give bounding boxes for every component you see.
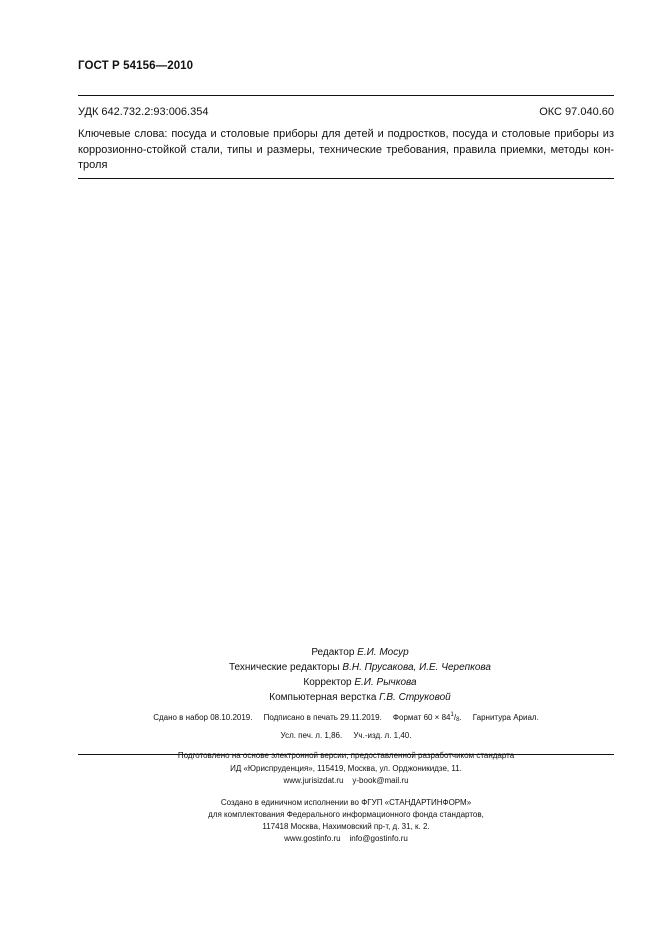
publisher-block <box>78 763 614 787</box>
typeface: Гарнитура Ариал. <box>472 713 539 722</box>
tech-editors-names: В.Н. Прусакова, И.Е. Черепкова <box>342 662 491 673</box>
keywords-paragraph <box>78 127 614 174</box>
publisher-address: ИД «Юриспруденция», 115419, Москва, ул. Орджоникидзе, 11. <box>230 764 462 773</box>
paper-format: Формат $60 \times 84^1/8$. <box>392 712 462 723</box>
tech-editors-line <box>160 660 560 675</box>
producer-line-3: 117418 Москва, Нахимовский пр-т, д. 31, к. 2. <box>262 822 430 831</box>
editor-line <box>160 645 560 660</box>
signed-date: Подписано в печать 29.11.2019. <box>263 713 382 722</box>
producer-line-2: для комплектования Федерального информационного фонда стандартов, <box>208 810 484 819</box>
publication-info <box>78 707 614 764</box>
producer-contacts: www.gostinfo.ru info@gostinfo.ru <box>284 834 408 843</box>
layout-line <box>160 690 560 705</box>
publication-line-1 <box>78 707 614 728</box>
corrector-line <box>160 675 560 690</box>
oks-code: ОКС 97.040.60 <box>539 106 614 118</box>
producer-line-1: Создано в единичном исполнении во ФГУП «СТАНДАРТИНФОРМ» <box>220 798 472 807</box>
standard-code: ГОСТ Р 54156—2010 <box>78 60 194 72</box>
publish-sheets: Уч.-изд. л. 1,40. <box>353 731 412 740</box>
udk-code: УДК 642.732.2:93:006.354 <box>78 106 209 118</box>
print-sheets: Усл. печ. л. 1,86. <box>280 731 343 740</box>
submitted-date: Сдано в набор 08.10.2019. <box>153 713 253 722</box>
credits-block <box>160 645 560 705</box>
keywords-line: коррозионно-стойкой стали, типы и размеры, технические требования, правила приемки, методы кон- <box>78 143 614 156</box>
keywords-rule <box>78 178 614 179</box>
editor-name: Е.И. Мосур <box>357 647 409 658</box>
corrector-name: Е.И. Рычкова <box>354 677 417 688</box>
keywords-line: Ключевые слова: посуда и столовые приборы для детей и подростков, посуда и столовые приборы из <box>78 128 614 140</box>
bottom-rule <box>78 754 614 755</box>
editor-label: Редактор <box>311 647 355 658</box>
tech-editors-label: Технические редакторы <box>228 662 340 673</box>
top-rule <box>78 95 614 96</box>
corrector-label: Корректор <box>303 677 352 688</box>
publication-line-2 <box>78 728 614 744</box>
prepared-note: Подготовлено на основе электронной версии, предоставленной разработчиком стандарта <box>177 751 515 760</box>
producer-block <box>78 797 614 845</box>
keywords-line: троля <box>78 159 108 171</box>
publisher-contacts: www.jurisizdat.ru y-book@mail.ru <box>283 776 409 785</box>
layout-name: Г.В. Струковой <box>379 692 451 703</box>
layout-label: Компьютерная верстка <box>269 692 377 703</box>
